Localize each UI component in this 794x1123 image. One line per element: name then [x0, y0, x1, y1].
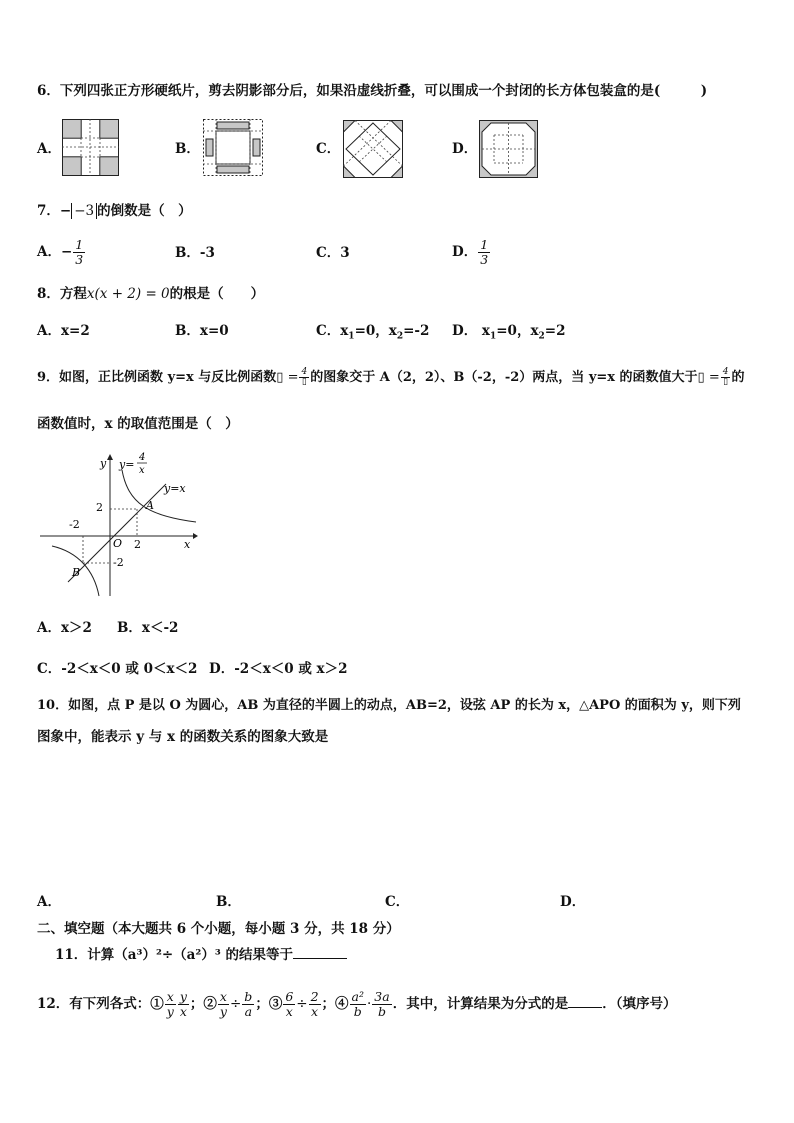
- q7-option-a: A．− $\frac{1}{3}$: [37, 237, 84, 267]
- q10-option-a: A．: [37, 894, 61, 910]
- q11-answer-blank[interactable]: [293, 958, 347, 959]
- q9-option-d: D．-2＜x＜0 或 x＞2: [209, 661, 348, 677]
- q11-stem: 11．计算（a³）²÷（a²）³ 的结果等于: [55, 946, 347, 964]
- graph-curve-prefix: y=: [119, 458, 135, 471]
- q6-stem: 6．下列四张正方形硬纸片，剪去阴影部分后，如果沿虚线折叠，可以围成一个封闭的长方体包装盒的是( ): [37, 83, 708, 99]
- q9-graph: [38, 448, 198, 598]
- q10-option-d: D．: [560, 894, 586, 910]
- graph-point-b: B: [72, 566, 81, 579]
- graph-curve-den: x: [139, 465, 145, 476]
- q9-stem-line1: 9．如图，正比例函数 y=x 与反比例函数▯ = $\frac{4}{▯}$ 的图象交于 A（2，2）、B（-2，-2）两点，当 y=x 的函数值大于▯ = $\frac{4}{▯}$ 的: [37, 367, 745, 387]
- q7-option-b: B．-3: [175, 245, 215, 261]
- q9-stem-line2: 函数值时，x 的取值范围是（ ）: [37, 416, 239, 432]
- q9-option-a: A．x＞2: [37, 620, 92, 636]
- q6-figure-b: [203, 119, 263, 176]
- q7-option-c: C．3: [316, 245, 350, 261]
- q6-option-a-label: A．: [37, 141, 61, 157]
- graph-point-a: A: [146, 499, 154, 512]
- q8-equation: x(x + 2) = 0: [86, 286, 170, 302]
- q6-option-b-label: B．: [175, 141, 200, 157]
- q6-figure-c: [343, 120, 403, 178]
- q10-stem-line2: 图象中，能表示 y 与 x 的函数关系的图象大致是: [37, 729, 329, 745]
- q6-figure-d: [479, 120, 538, 178]
- q12-stem: 12．有下列各式：① $\frac{x}{y}$ $\frac{y}{x}$ ；② $\frac{x}{y}$ ÷ $\frac{b}{a}$ ；③ $\frac{6}{x}$ ÷ $\frac{2}{x}$ ；④ $\frac{\text{a²}}{b}$ · $\frac{3a}{b}$ ．其中，计算结果为分式的是 ．（填序号）: [37, 989, 677, 1019]
- graph-tick-neg2x: -2: [69, 518, 80, 531]
- graph-label-origin: O: [113, 537, 123, 550]
- graph-tick-2y: 2: [96, 501, 103, 514]
- q7-abs-value: −3: [71, 203, 97, 219]
- q6-option-c-label: C．: [316, 141, 341, 157]
- q9-option-b: B．x＜-2: [117, 620, 179, 636]
- q10-option-b: B．: [216, 894, 241, 910]
- q7-prefix: 7．−: [37, 203, 72, 219]
- graph-label-y: y: [100, 457, 107, 470]
- graph-tick-neg2y: -2: [113, 556, 124, 569]
- q6-option-d-label: D．: [452, 141, 478, 157]
- q10-option-c: C．: [385, 894, 410, 910]
- q7-stem: [37, 202, 192, 220]
- q10-stem-line1: 10．如图，点 P 是以 O 为圆心，AB 为直径的半圆上的动点，AB=2，设弦 AP 的长为 x，△APO 的面积为 y，则下列: [37, 698, 741, 713]
- q8-option-b: B．x=0: [175, 323, 229, 339]
- q8-stem: 8．方程x(x + 2) = 0的根是（ ）: [37, 286, 265, 302]
- q8-option-c: C．$x_1=0$，$x_2=-2$: [316, 323, 430, 342]
- q8-option-a: A．x=2: [37, 323, 90, 339]
- graph-line-label: y=x: [164, 482, 186, 495]
- q9-option-c: C．-2＜x＜0 或 0＜x＜2: [37, 661, 198, 677]
- q7-option-d: D． $\frac{1}{3}$: [452, 237, 489, 267]
- section-2-title: 二、填空题（本大题共 6 个小题，每小题 3 分，共 18 分）: [37, 921, 400, 937]
- graph-curve-num: 4: [139, 452, 146, 463]
- q12-answer-blank[interactable]: [568, 1007, 602, 1008]
- graph-tick-2x: 2: [134, 538, 141, 551]
- q6-figure-a: [62, 119, 119, 176]
- q7-suffix: 的倒数是（ ）: [97, 203, 192, 219]
- graph-label-x: x: [184, 538, 191, 551]
- q8-option-d: D． $x_1=0$，$x_2=2$: [452, 323, 566, 342]
- hyperbola-branch-1: [122, 470, 196, 522]
